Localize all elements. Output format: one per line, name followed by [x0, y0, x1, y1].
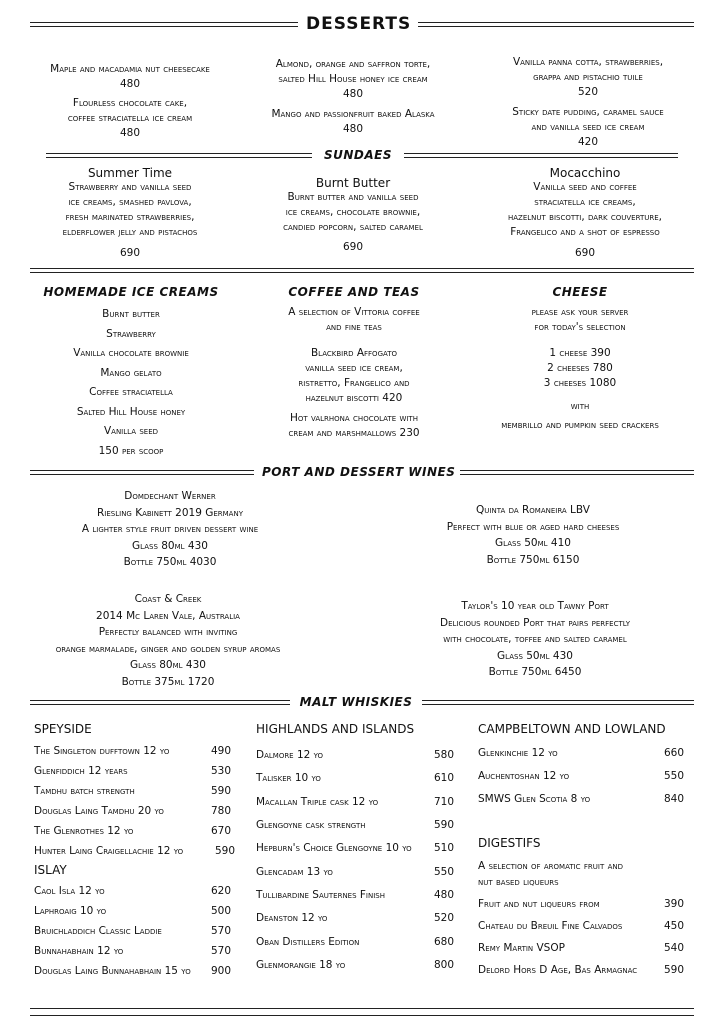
list-item: Hepburn's Choice Glengoyne 10 yo 510: [256, 842, 454, 854]
list-item: Delord Hors D Age, Bas Armagnac 590: [478, 964, 684, 976]
list-item: Hunter Laing Craigellachie 12 yo 590: [34, 845, 235, 857]
list-item: The Glenrothes 12 yo 670: [34, 825, 231, 837]
dessert-item-4: Mango and passionfruit baked Alaska 480: [271, 108, 435, 135]
ice-creams-title: HOMEMADE ICE CREAMS: [43, 285, 219, 299]
sundae-desc: Vanilla seed and coffee straciatella ice creams, hazelnut biscotti, dark couverture, Frangelico and a shot of espresso: [508, 181, 662, 238]
wine-coast-creek: Coast & Creek 2014 Mc Laren Vale, Australia Perfectly balanced with inviting orange marmalade, ginger and golden syrup aromas Glass 80ml 430 Bottle 375ml 1720: [55, 593, 281, 688]
sundae-name: Summer Time: [87, 166, 173, 180]
sundae-name: Mocacchino: [549, 166, 621, 180]
sundae-desc: Burnt butter and vanilla seed ice creams, chocolate brownie, candied popcorn, salted caramel: [283, 191, 423, 233]
list-item: Talisker 10 yo 610: [256, 772, 454, 784]
sundae-summer-time: [36, 166, 224, 261]
whiskies-title: MALT WHISKIES: [290, 695, 422, 709]
list-item: Douglas Laing Tamdhu 20 yo 780: [34, 805, 231, 817]
sundae-burnt-butter: [250, 176, 456, 255]
section-rule: [30, 268, 694, 273]
campbeltown-title: CAMPBELTOWN AND LOWLAND: [478, 722, 666, 736]
list-item: Glenkinchie 12 yo 660: [478, 747, 684, 759]
sundae-price: 690: [342, 241, 364, 253]
list-item: Macallan Triple cask 12 yo 710: [256, 796, 454, 808]
coffee-hot-chocolate: Hot valrhona chocolate with cream and marshmallows 230: [288, 412, 420, 439]
list-item: Glengoyne cask strength 590: [256, 819, 454, 831]
list-item: Caol Isla 12 yo 620: [34, 885, 231, 897]
sundae-mocacchino: [480, 166, 690, 261]
list-item: Glenfiddich 12 years 530: [34, 765, 231, 777]
dessert-item-3: Almond, orange and saffron torte, salted Hill House honey ice cream 480: [275, 58, 431, 100]
cheese-accompaniment: membrillo and pumpkin seed crackers: [501, 419, 659, 431]
list-item: Oban Distillers Edition 680: [256, 936, 454, 948]
sundae-name: Burnt Butter: [315, 176, 391, 190]
list-item: Mango gelato: [100, 366, 162, 379]
list-item: Chateau du Breuil Fine Calvados 450: [478, 920, 684, 932]
list-item: Tamdhu batch strength 590: [34, 785, 231, 797]
sundae-price: 690: [574, 247, 596, 259]
dessert-item-2: Flourless chocolate cake, coffee straciatella ice cream 480: [67, 97, 193, 139]
islay-title: ISLAY: [34, 863, 67, 877]
list-item: Fruit and nut liqueurs from 390: [478, 898, 684, 910]
list-item: Coffee straciatella: [89, 386, 173, 398]
desserts-title: DESSERTS: [298, 14, 418, 34]
list-item: Burnt butter: [102, 308, 160, 320]
wines-title: PORT AND DESSERT WINES: [254, 465, 460, 479]
sundae-price: 690: [119, 247, 141, 259]
dessert-item-1: Maple and macadamia nut cheesecake 480: [50, 63, 210, 90]
coffee-affogato: Blackbird Affogato vanilla seed ice cream, ristretto, Frangelico and hazelnut biscotti 420: [298, 347, 410, 404]
list-item: Auchentoshan 12 yo 550: [478, 770, 684, 782]
list-item: Vanilla seed: [103, 425, 159, 437]
cheese-title: CHEESE: [552, 285, 608, 299]
sundae-desc: Strawberry and vanilla seed ice creams, smashed pavlova, fresh marinated strawberries, elderflower jelly and pistachos: [62, 181, 198, 238]
highlands-title: HIGHLANDS AND ISLANDS: [256, 722, 415, 736]
wine-taylors: Taylor's 10 year old Tawny Port Delicious rounded Port that pairs perfectly with chocolate, toffee and salted caramel Glass 50ml 430 Bottle 750ml 6450: [440, 600, 630, 678]
list-item: Laphroaig 10 yo 500: [34, 905, 231, 917]
dessert-item-5: Vanilla panna cotta, strawberries, grappa and pistachio tuile 520: [512, 56, 664, 98]
list-item: Remy Martin VSOP 540: [478, 942, 684, 954]
sundaes-title: SUNDAES: [312, 148, 404, 162]
coffee-intro: A selection of Vittoria coffee and fine teas: [288, 306, 420, 333]
list-item: Strawberry: [106, 327, 156, 340]
list-item: Glenmorangie 18 yo 800: [256, 959, 454, 971]
ice-cream-list: [26, 305, 236, 461]
coffee-title: COFFEE AND TEAS: [288, 285, 420, 299]
list-item: Tullibardine Sauternes Finish 480: [256, 889, 454, 901]
digestifs-intro: A selection of aromatic fruit and nut based liqueurs: [478, 860, 624, 888]
list-item: Vanilla chocolate brownie: [73, 347, 189, 359]
list-item: Bruichladdich Classic Laddie 570: [34, 925, 231, 937]
ice-cream-price: 150 per scoop: [98, 444, 164, 457]
list-item: The Singleton dufftown 12 yo 490: [34, 745, 231, 757]
list-item: Douglas Laing Bunnahabhain 15 yo 900: [34, 965, 231, 977]
dessert-item-6: Sticky date pudding, caramel sauce and vanilla seed ice cream 420: [512, 106, 664, 148]
list-item: Bunnahabhain 12 yo 570: [34, 945, 231, 957]
wine-quinta: Quinta da Romaneira LBV Perfect with blue or aged hard cheeses Glass 50ml 410 Bottle 750ml 6150: [446, 504, 620, 566]
footer-rule-2: [30, 1015, 694, 1016]
digestifs-title: DIGESTIFS: [478, 836, 541, 850]
footer-rule: [30, 1008, 694, 1009]
list-item: Dalmore 12 yo 580: [256, 749, 454, 761]
list-item: SMWS Glen Scotia 8 yo 840: [478, 793, 684, 805]
cheese-intro: please ask your server for today's selection: [531, 306, 629, 333]
wine-domdechant: Domdechant Werner Riesling Kabinett 2019 Germany A lighter style fruit driven dessert wine Glass 80ml 430 Bottle 750ml 4030: [81, 490, 259, 568]
list-item: Glencadam 13 yo 550: [256, 866, 454, 878]
cheese-with: with: [570, 400, 590, 412]
speyside-title: SPEYSIDE: [34, 722, 92, 736]
list-item: Deanston 12 yo 520: [256, 912, 454, 924]
cheese-options: 1 cheese 390 2 cheeses 780 3 cheeses 1080: [543, 347, 617, 389]
list-item: Salted Hill House honey: [76, 405, 186, 418]
